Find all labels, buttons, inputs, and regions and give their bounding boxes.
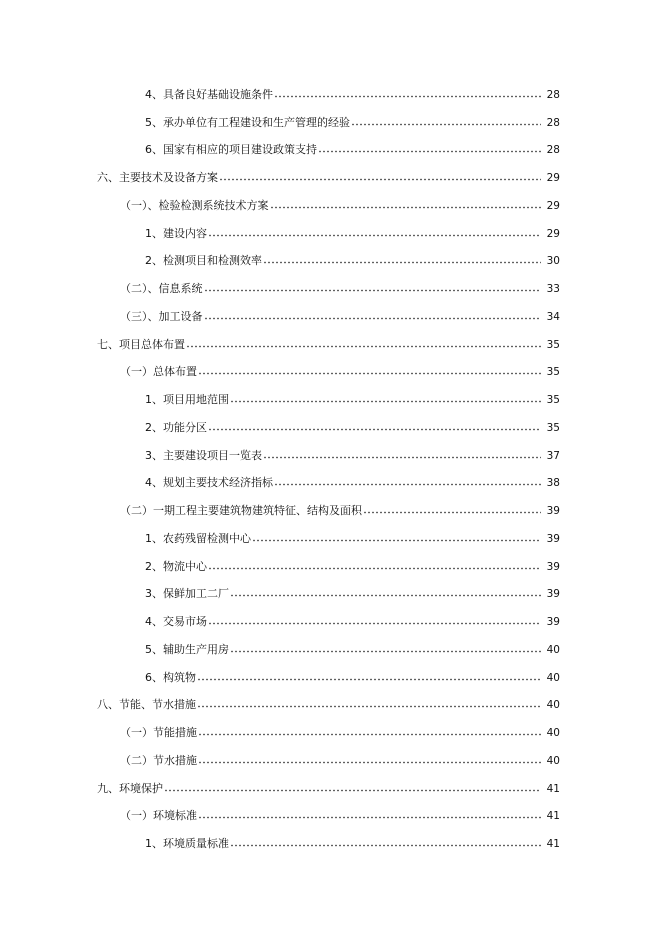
table-of-contents	[0, 81, 662, 858]
toc-entry[interactable]	[0, 220, 662, 248]
toc-entry-title: 4、规划主要技术经济指标	[145, 476, 273, 490]
toc-dot-leader	[252, 536, 541, 545]
toc-entry-title: 2、检测项目和检测效率	[145, 254, 262, 268]
toc-entry[interactable]	[0, 303, 662, 331]
toc-page-number: 39	[546, 560, 560, 573]
toc-entry-title: 5、承办单位有工程建设和生产管理的经验	[145, 115, 350, 129]
toc-entry-title: 1、农药残留检测中心	[145, 531, 251, 545]
toc-entry[interactable]	[0, 331, 662, 359]
toc-page-number: 40	[546, 671, 560, 684]
toc-dot-leader	[208, 231, 541, 240]
toc-entry-title: （二）一期工程主要建筑物建筑特征、结构及面积	[120, 504, 362, 518]
toc-entry-title: 6、国家有相应的项目建设政策支持	[145, 143, 317, 157]
toc-page-number: 41	[546, 838, 560, 851]
toc-entry-title: 2、物流中心	[145, 559, 207, 573]
toc-entry[interactable]	[0, 164, 662, 192]
toc-dot-leader	[208, 425, 541, 434]
toc-entry-title: （二）、信息系统	[120, 282, 203, 296]
toc-entry[interactable]	[0, 608, 662, 636]
toc-page-number: 38	[546, 477, 560, 490]
toc-page-number: 28	[546, 88, 560, 101]
toc-page-number: 28	[546, 116, 560, 129]
toc-dot-leader	[230, 647, 541, 656]
toc-entry-title: 六、主要技术及设备方案	[97, 171, 218, 185]
toc-page-number: 39	[546, 505, 560, 518]
toc-entry[interactable]	[0, 109, 662, 137]
toc-dot-leader	[197, 702, 541, 711]
toc-dot-leader	[208, 564, 541, 573]
toc-page-number: 41	[546, 782, 560, 795]
toc-dot-leader	[208, 619, 541, 628]
toc-entry[interactable]	[0, 803, 662, 831]
toc-page-number: 34	[546, 310, 560, 323]
toc-page-number: 37	[546, 449, 560, 462]
toc-dot-leader	[219, 175, 541, 184]
toc-entry[interactable]	[0, 442, 662, 470]
toc-entry[interactable]	[0, 359, 662, 387]
toc-entry[interactable]	[0, 747, 662, 775]
toc-page-number: 39	[546, 616, 560, 629]
toc-entry-title: 七、项目总体布置	[97, 337, 185, 351]
toc-entry-title: （一）节能措施	[120, 726, 197, 740]
toc-page-number: 33	[546, 283, 560, 296]
toc-page-number: 40	[546, 754, 560, 767]
toc-dot-leader	[186, 342, 541, 351]
toc-entry[interactable]	[0, 248, 662, 276]
toc-entry-title: （三）、加工设备	[120, 309, 203, 323]
toc-entry[interactable]	[0, 719, 662, 747]
toc-entry[interactable]	[0, 636, 662, 664]
toc-page-number: 39	[546, 532, 560, 545]
toc-page-number: 35	[546, 421, 560, 434]
toc-dot-leader	[230, 841, 541, 850]
toc-dot-leader	[204, 314, 542, 323]
toc-entry[interactable]	[0, 386, 662, 414]
toc-dot-leader	[274, 480, 541, 489]
toc-entry[interactable]	[0, 692, 662, 720]
toc-page-number: 29	[546, 172, 560, 185]
toc-entry-title: 1、环境质量标准	[145, 837, 229, 851]
toc-entry-title: 5、辅助生产用房	[145, 642, 229, 656]
toc-dot-leader	[351, 120, 541, 129]
toc-entry-title: （一）、检验检测系统技术方案	[120, 198, 269, 212]
toc-entry-title: 4、具备良好基础设施条件	[145, 87, 273, 101]
toc-entry[interactable]	[0, 775, 662, 803]
toc-page-number: 28	[546, 144, 560, 157]
toc-entry[interactable]	[0, 81, 662, 109]
toc-dot-leader	[204, 286, 542, 295]
toc-entry-title: 2、功能分区	[145, 420, 207, 434]
toc-dot-leader	[274, 92, 541, 101]
toc-entry-title: 4、交易市场	[145, 615, 207, 629]
toc-entry[interactable]	[0, 275, 662, 303]
toc-page-number: 29	[546, 199, 560, 212]
toc-dot-leader	[198, 730, 541, 739]
toc-entry-title: 八、节能、节水措施	[97, 698, 196, 712]
toc-dot-leader	[270, 203, 542, 212]
toc-entry-title: 1、建设内容	[145, 226, 207, 240]
toc-entry-title: （一）总体布置	[120, 365, 197, 379]
toc-entry[interactable]	[0, 581, 662, 609]
toc-entry[interactable]	[0, 664, 662, 692]
toc-entry[interactable]	[0, 497, 662, 525]
toc-entry[interactable]	[0, 553, 662, 581]
toc-page-number: 35	[546, 366, 560, 379]
toc-dot-leader	[198, 369, 541, 378]
toc-dot-leader	[230, 397, 541, 406]
toc-page-number: 29	[546, 227, 560, 240]
toc-dot-leader	[197, 675, 541, 684]
toc-entry[interactable]	[0, 470, 662, 498]
toc-entry[interactable]	[0, 137, 662, 165]
toc-entry[interactable]	[0, 830, 662, 858]
toc-page-number: 40	[546, 643, 560, 656]
toc-entry-title: 3、保鲜加工二厂	[145, 587, 229, 601]
toc-dot-leader	[198, 813, 541, 822]
toc-page-number: 40	[546, 727, 560, 740]
toc-entry-title: 6、构筑物	[145, 670, 196, 684]
toc-page-number: 30	[546, 255, 560, 268]
toc-entry[interactable]	[0, 414, 662, 442]
toc-dot-leader	[230, 591, 541, 600]
toc-entry-title: （一）环境标准	[120, 809, 197, 823]
toc-page-number: 35	[546, 338, 560, 351]
toc-entry[interactable]	[0, 192, 662, 220]
toc-page-number: 41	[546, 810, 560, 823]
toc-entry-title: 九、环境保护	[97, 781, 163, 795]
toc-page-number: 39	[546, 588, 560, 601]
toc-dot-leader	[198, 758, 541, 767]
toc-entry-title: 3、主要建设项目一览表	[145, 448, 262, 462]
toc-dot-leader	[164, 786, 541, 795]
toc-dot-leader	[318, 147, 541, 156]
toc-dot-leader	[263, 258, 541, 267]
toc-page-number: 35	[546, 394, 560, 407]
toc-dot-leader	[263, 453, 541, 462]
toc-dot-leader	[363, 508, 541, 517]
toc-page-number: 40	[546, 699, 560, 712]
toc-entry-title: （二）节水措施	[120, 753, 197, 767]
toc-entry-title: 1、项目用地范围	[145, 393, 229, 407]
toc-entry[interactable]	[0, 525, 662, 553]
